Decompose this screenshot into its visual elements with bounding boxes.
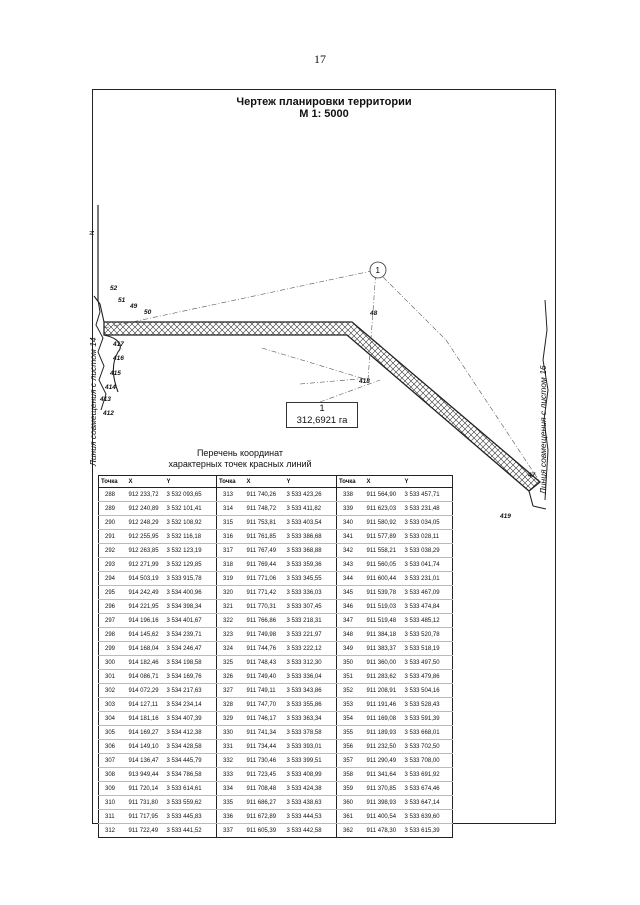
cell-x: 912 263,85 xyxy=(127,544,165,558)
table-row xyxy=(99,684,453,698)
cell-x: 911 749,98 xyxy=(245,628,285,642)
table-row xyxy=(99,530,453,544)
cell-y: 3 533 518,19 xyxy=(403,642,453,656)
cell-x: 911 717,95 xyxy=(127,810,165,824)
point-label: 419 xyxy=(500,513,511,520)
point-label: 417 xyxy=(113,341,124,348)
table-row xyxy=(99,502,453,516)
cell-y: 3 533 363,34 xyxy=(285,712,337,726)
cell-point: 322 xyxy=(217,614,245,628)
cell-x: 911 771,42 xyxy=(245,586,285,600)
cell-point: 362 xyxy=(337,824,365,838)
cell-x: 911 558,21 xyxy=(365,544,403,558)
cell-x: 913 949,44 xyxy=(127,768,165,782)
cell-y: 3 533 441,52 xyxy=(165,824,217,838)
cell-y: 3 534 786,58 xyxy=(165,768,217,782)
cell-point: 313 xyxy=(217,488,245,502)
column-header: X xyxy=(127,476,165,488)
cell-x: 911 767,49 xyxy=(245,544,285,558)
cell-y: 3 533 386,68 xyxy=(285,530,337,544)
cell-point: 304 xyxy=(99,712,127,726)
cell-x: 914 072,29 xyxy=(127,684,165,698)
cell-x: 911 560,05 xyxy=(365,558,403,572)
cell-y: 3 533 378,58 xyxy=(285,726,337,740)
point-label: 418 xyxy=(359,378,370,385)
cell-point: 329 xyxy=(217,712,245,726)
cell-x: 911 384,18 xyxy=(365,628,403,642)
cell-point: 296 xyxy=(99,600,127,614)
table-row xyxy=(99,656,453,670)
cell-point: 310 xyxy=(99,796,127,810)
cell-y: 3 533 345,55 xyxy=(285,572,337,586)
cell-y: 3 533 591,39 xyxy=(403,712,453,726)
cell-y: 3 533 411,82 xyxy=(285,502,337,516)
cell-y: 3 533 457,71 xyxy=(403,488,453,502)
cell-point: 355 xyxy=(337,726,365,740)
cell-point: 297 xyxy=(99,614,127,628)
point-label: 416 xyxy=(113,355,124,362)
cell-x: 912 255,95 xyxy=(127,530,165,544)
cell-y: 3 533 393,01 xyxy=(285,740,337,754)
table-row xyxy=(99,614,453,628)
cell-y: 3 533 504,16 xyxy=(403,684,453,698)
cell-y: 3 533 336,03 xyxy=(285,586,337,600)
cell-x: 911 398,93 xyxy=(365,796,403,810)
cell-point: 293 xyxy=(99,558,127,572)
cell-y: 3 533 221,97 xyxy=(285,628,337,642)
table-row xyxy=(99,782,453,796)
cell-x: 911 748,72 xyxy=(245,502,285,516)
coordinates-table-body xyxy=(99,488,453,838)
cell-point: 315 xyxy=(217,516,245,530)
cell-point: 357 xyxy=(337,754,365,768)
cell-point: 338 xyxy=(337,488,365,502)
table-row xyxy=(99,558,453,572)
column-header: Y xyxy=(403,476,453,488)
cell-point: 301 xyxy=(99,670,127,684)
zone-leader-line xyxy=(104,270,376,328)
cell-point: 341 xyxy=(337,530,365,544)
cell-point: 288 xyxy=(99,488,127,502)
table-row xyxy=(99,670,453,684)
cell-x: 911 761,85 xyxy=(245,530,285,544)
cell-x: 911 519,48 xyxy=(365,614,403,628)
point-label: 413 xyxy=(100,396,111,403)
cell-x: 911 723,45 xyxy=(245,768,285,782)
cell-point: 328 xyxy=(217,698,245,712)
cell-y: 3 533 485,12 xyxy=(403,614,453,628)
cell-point: 359 xyxy=(337,782,365,796)
cell-point: 324 xyxy=(217,642,245,656)
table-row xyxy=(99,572,453,586)
cell-point: 319 xyxy=(217,572,245,586)
cell-y: 3 533 359,36 xyxy=(285,558,337,572)
column-header: Y xyxy=(285,476,337,488)
cell-point: 335 xyxy=(217,796,245,810)
cell-point: 326 xyxy=(217,670,245,684)
cell-point: 299 xyxy=(99,642,127,656)
cell-point: 308 xyxy=(99,768,127,782)
cell-y: 3 533 343,86 xyxy=(285,684,337,698)
right-end-line xyxy=(529,491,533,506)
cell-x: 911 360,00 xyxy=(365,656,403,670)
cell-x: 914 181,16 xyxy=(127,712,165,726)
table-row xyxy=(99,768,453,782)
table-header-row xyxy=(99,476,453,488)
cell-x: 911 749,40 xyxy=(245,670,285,684)
point-label: 51 xyxy=(118,297,126,304)
cell-point: 323 xyxy=(217,628,245,642)
cell-point: 302 xyxy=(99,684,127,698)
cell-x: 911 290,49 xyxy=(365,754,403,768)
cell-point: 344 xyxy=(337,572,365,586)
cell-y: 3 534 169,76 xyxy=(165,670,217,684)
cell-x: 911 686,27 xyxy=(245,796,285,810)
cell-x: 912 248,29 xyxy=(127,516,165,530)
cell-point: 361 xyxy=(337,810,365,824)
cell-point: 331 xyxy=(217,740,245,754)
cell-x: 911 605,39 xyxy=(245,824,285,838)
cell-y: 3 534 401,67 xyxy=(165,614,217,628)
cell-point: 312 xyxy=(99,824,127,838)
cell-point: 321 xyxy=(217,600,245,614)
cell-x: 911 771,06 xyxy=(245,572,285,586)
table-row xyxy=(99,698,453,712)
table-row xyxy=(99,642,453,656)
cell-point: 292 xyxy=(99,544,127,558)
cell-x: 912 271,99 xyxy=(127,558,165,572)
cell-y: 3 533 442,58 xyxy=(285,824,337,838)
cell-point: 303 xyxy=(99,698,127,712)
cell-point: 330 xyxy=(217,726,245,740)
cell-point: 345 xyxy=(337,586,365,600)
cell-point: 336 xyxy=(217,810,245,824)
cell-y: 3 534 412,38 xyxy=(165,726,217,740)
cell-point: 332 xyxy=(217,754,245,768)
cell-x: 911 191,46 xyxy=(365,698,403,712)
point-label: 47 xyxy=(528,472,536,479)
cell-y: 3 533 307,45 xyxy=(285,600,337,614)
table-row xyxy=(99,628,453,642)
cell-x: 911 383,37 xyxy=(365,642,403,656)
cell-x: 911 283,62 xyxy=(365,670,403,684)
table-row xyxy=(99,712,453,726)
cell-point: 337 xyxy=(217,824,245,838)
table-row xyxy=(99,726,453,740)
cell-point: 320 xyxy=(217,586,245,600)
cell-point: 348 xyxy=(337,628,365,642)
zone-leader-line xyxy=(376,270,446,340)
column-header: X xyxy=(365,476,403,488)
coordinates-list-subtitle: характерных точек красных линий xyxy=(168,459,312,469)
column-header: X xyxy=(245,476,285,488)
cell-x: 911 478,30 xyxy=(365,824,403,838)
cell-y: 3 533 038,29 xyxy=(403,544,453,558)
cell-x: 911 577,89 xyxy=(365,530,403,544)
cell-y: 3 533 399,51 xyxy=(285,754,337,768)
cell-y: 3 533 559,62 xyxy=(165,796,217,810)
cell-y: 3 533 424,38 xyxy=(285,782,337,796)
cell-x: 911 189,93 xyxy=(365,726,403,740)
cell-x: 914 136,47 xyxy=(127,754,165,768)
cell-x: 914 086,71 xyxy=(127,670,165,684)
table-row xyxy=(99,796,453,810)
cell-point: 290 xyxy=(99,516,127,530)
cell-point: 307 xyxy=(99,754,127,768)
cell-point: 314 xyxy=(217,502,245,516)
cell-point: 353 xyxy=(337,698,365,712)
cell-y: 3 533 222,12 xyxy=(285,642,337,656)
cell-x: 911 580,92 xyxy=(365,516,403,530)
cell-point: 347 xyxy=(337,614,365,628)
cell-y: 3 533 231,01 xyxy=(403,572,453,586)
table-row xyxy=(99,754,453,768)
coordinates-list-title: Перечень координат xyxy=(196,448,284,458)
cell-y: 3 534 217,63 xyxy=(165,684,217,698)
cell-point: 289 xyxy=(99,502,127,516)
cell-y: 3 533 403,54 xyxy=(285,516,337,530)
cell-x: 914 182,46 xyxy=(127,656,165,670)
north-label: N xyxy=(90,230,96,235)
cell-y: 3 533 639,60 xyxy=(403,810,453,824)
cell-x: 914 196,16 xyxy=(127,614,165,628)
cell-x: 912 240,89 xyxy=(127,502,165,516)
cell-x: 911 539,78 xyxy=(365,586,403,600)
cell-point: 333 xyxy=(217,768,245,782)
cell-x: 911 208,91 xyxy=(365,684,403,698)
cell-x: 911 519,03 xyxy=(365,600,403,614)
cell-y: 3 533 474,84 xyxy=(403,600,453,614)
cell-x: 911 722,49 xyxy=(127,824,165,838)
cell-x: 911 623,03 xyxy=(365,502,403,516)
column-header: Точка xyxy=(99,476,127,488)
cell-x: 911 734,44 xyxy=(245,740,285,754)
cell-y: 3 533 218,31 xyxy=(285,614,337,628)
point-label: 52 xyxy=(110,285,118,292)
cell-point: 309 xyxy=(99,782,127,796)
cell-x: 911 341,64 xyxy=(365,768,403,782)
page-number: 17 xyxy=(314,52,326,66)
cell-y: 3 533 368,88 xyxy=(285,544,337,558)
zone-leader-line xyxy=(368,270,376,380)
cell-point: 300 xyxy=(99,656,127,670)
cell-y: 3 532 101,41 xyxy=(165,502,217,516)
table-row xyxy=(99,600,453,614)
cell-x: 914 169,27 xyxy=(127,726,165,740)
cell-x: 911 766,86 xyxy=(245,614,285,628)
cell-x: 911 400,54 xyxy=(365,810,403,824)
right-end-line-2 xyxy=(533,506,546,509)
table-row xyxy=(99,810,453,824)
cell-x: 914 149,10 xyxy=(127,740,165,754)
column-header: Точка xyxy=(217,476,245,488)
cell-y: 3 533 408,99 xyxy=(285,768,337,782)
cell-x: 914 503,19 xyxy=(127,572,165,586)
cell-point: 354 xyxy=(337,712,365,726)
cell-y: 3 533 674,46 xyxy=(403,782,453,796)
cell-y: 3 532 093,65 xyxy=(165,488,217,502)
cell-x: 911 749,11 xyxy=(245,684,285,698)
cell-y: 3 532 129,85 xyxy=(165,558,217,572)
cell-x: 914 168,04 xyxy=(127,642,165,656)
cell-point: 334 xyxy=(217,782,245,796)
cell-x: 914 221,95 xyxy=(127,600,165,614)
table-row xyxy=(99,740,453,754)
cell-x: 911 169,08 xyxy=(365,712,403,726)
cell-x: 911 370,85 xyxy=(365,782,403,796)
cell-point: 351 xyxy=(337,670,365,684)
cell-x: 911 730,46 xyxy=(245,754,285,768)
cell-y: 3 533 028,11 xyxy=(403,530,453,544)
cell-y: 3 533 467,09 xyxy=(403,586,453,600)
cell-y: 3 533 497,50 xyxy=(403,656,453,670)
cell-y: 3 533 520,78 xyxy=(403,628,453,642)
cell-x: 911 708,48 xyxy=(245,782,285,796)
cell-y: 3 533 668,01 xyxy=(403,726,453,740)
cell-y: 3 533 708,00 xyxy=(403,754,453,768)
point-label: 412 xyxy=(103,410,114,417)
column-header: Y xyxy=(165,476,217,488)
table-row xyxy=(99,488,453,502)
table-row xyxy=(99,586,453,600)
point-label: 48 xyxy=(370,310,378,317)
cell-y: 3 534 198,58 xyxy=(165,656,217,670)
cell-x: 911 770,31 xyxy=(245,600,285,614)
cell-x: 911 564,90 xyxy=(365,488,403,502)
cell-point: 349 xyxy=(337,642,365,656)
cell-point: 317 xyxy=(217,544,245,558)
cell-y: 3 533 355,86 xyxy=(285,698,337,712)
cell-y: 3 533 444,53 xyxy=(285,810,337,824)
cell-y: 3 533 528,43 xyxy=(403,698,453,712)
drawing-title: Чертеж планировки территории xyxy=(236,96,412,108)
zone-area-box xyxy=(286,402,358,428)
cell-y: 3 533 615,39 xyxy=(403,824,453,838)
cell-point: 295 xyxy=(99,586,127,600)
cell-point: 346 xyxy=(337,600,365,614)
cell-y: 3 533 336,04 xyxy=(285,670,337,684)
match-line-label-left: Линия совмещения с листом 14 xyxy=(88,337,98,466)
cell-x: 911 769,44 xyxy=(245,558,285,572)
cell-point: 352 xyxy=(337,684,365,698)
cell-x: 911 741,34 xyxy=(245,726,285,740)
cell-x: 911 232,50 xyxy=(365,740,403,754)
coordinates-table xyxy=(98,475,453,838)
cell-y: 3 532 116,18 xyxy=(165,530,217,544)
cell-point: 316 xyxy=(217,530,245,544)
cell-y: 3 533 479,86 xyxy=(403,670,453,684)
cell-y: 3 534 246,47 xyxy=(165,642,217,656)
cell-x: 911 740,26 xyxy=(245,488,285,502)
cell-x: 911 731,80 xyxy=(127,796,165,810)
cell-x: 914 145,62 xyxy=(127,628,165,642)
zone-leader-line xyxy=(262,348,368,380)
cell-point: 350 xyxy=(337,656,365,670)
cell-point: 298 xyxy=(99,628,127,642)
cell-y: 3 534 445,79 xyxy=(165,754,217,768)
zone-area: 312,6921 га xyxy=(296,415,348,426)
cell-x: 911 720,14 xyxy=(127,782,165,796)
table-row xyxy=(99,516,453,530)
cell-y: 3 533 438,63 xyxy=(285,796,337,810)
cell-point: 318 xyxy=(217,558,245,572)
cell-y: 3 533 312,30 xyxy=(285,656,337,670)
point-label: 414 xyxy=(105,384,116,391)
cell-point: 291 xyxy=(99,530,127,544)
cell-point: 342 xyxy=(337,544,365,558)
cell-x: 914 242,49 xyxy=(127,586,165,600)
cell-x: 912 233,72 xyxy=(127,488,165,502)
cell-y: 3 534 400,96 xyxy=(165,586,217,600)
point-label: 49 xyxy=(130,303,138,310)
cell-y: 3 533 231,48 xyxy=(403,502,453,516)
cell-point: 358 xyxy=(337,768,365,782)
zone-leader-line xyxy=(320,380,380,402)
cell-y: 3 533 702,50 xyxy=(403,740,453,754)
cell-point: 356 xyxy=(337,740,365,754)
cell-x: 911 747,70 xyxy=(245,698,285,712)
cell-x: 911 753,81 xyxy=(245,516,285,530)
zone-number: 1 xyxy=(319,403,325,414)
cell-y: 3 533 445,83 xyxy=(165,810,217,824)
zone-callout-number: 1 xyxy=(375,266,380,275)
column-header: Точка xyxy=(337,476,365,488)
point-label: 50 xyxy=(144,309,152,316)
cell-point: 325 xyxy=(217,656,245,670)
cell-y: 3 533 614,61 xyxy=(165,782,217,796)
cell-y: 3 534 398,34 xyxy=(165,600,217,614)
cell-x: 911 748,43 xyxy=(245,656,285,670)
cell-y: 3 533 691,92 xyxy=(403,768,453,782)
cell-x: 911 744,76 xyxy=(245,642,285,656)
drawing-scale: М 1: 5000 xyxy=(299,108,349,120)
cell-y: 3 533 915,78 xyxy=(165,572,217,586)
point-label: 415 xyxy=(110,370,121,377)
table-row xyxy=(99,824,453,838)
cell-y: 3 532 108,92 xyxy=(165,516,217,530)
cell-x: 911 672,89 xyxy=(245,810,285,824)
cell-x: 914 127,11 xyxy=(127,698,165,712)
cell-point: 294 xyxy=(99,572,127,586)
cell-y: 3 534 239,71 xyxy=(165,628,217,642)
cell-y: 3 533 041,74 xyxy=(403,558,453,572)
cell-y: 3 533 647,14 xyxy=(403,796,453,810)
match-line-label-right: Линия совмещения с листом 16 xyxy=(538,365,548,494)
cell-y: 3 533 034,05 xyxy=(403,516,453,530)
cell-point: 306 xyxy=(99,740,127,754)
cell-x: 911 600,44 xyxy=(365,572,403,586)
cell-y: 3 533 423,26 xyxy=(285,488,337,502)
cell-y: 3 534 234,14 xyxy=(165,698,217,712)
cell-point: 311 xyxy=(99,810,127,824)
cell-point: 340 xyxy=(337,516,365,530)
cell-point: 339 xyxy=(337,502,365,516)
cell-y: 3 534 428,58 xyxy=(165,740,217,754)
cell-point: 343 xyxy=(337,558,365,572)
cell-point: 360 xyxy=(337,796,365,810)
cell-point: 305 xyxy=(99,726,127,740)
cell-x: 911 746,17 xyxy=(245,712,285,726)
table-row xyxy=(99,544,453,558)
cell-y: 3 532 123,19 xyxy=(165,544,217,558)
cell-point: 327 xyxy=(217,684,245,698)
cell-y: 3 534 407,39 xyxy=(165,712,217,726)
